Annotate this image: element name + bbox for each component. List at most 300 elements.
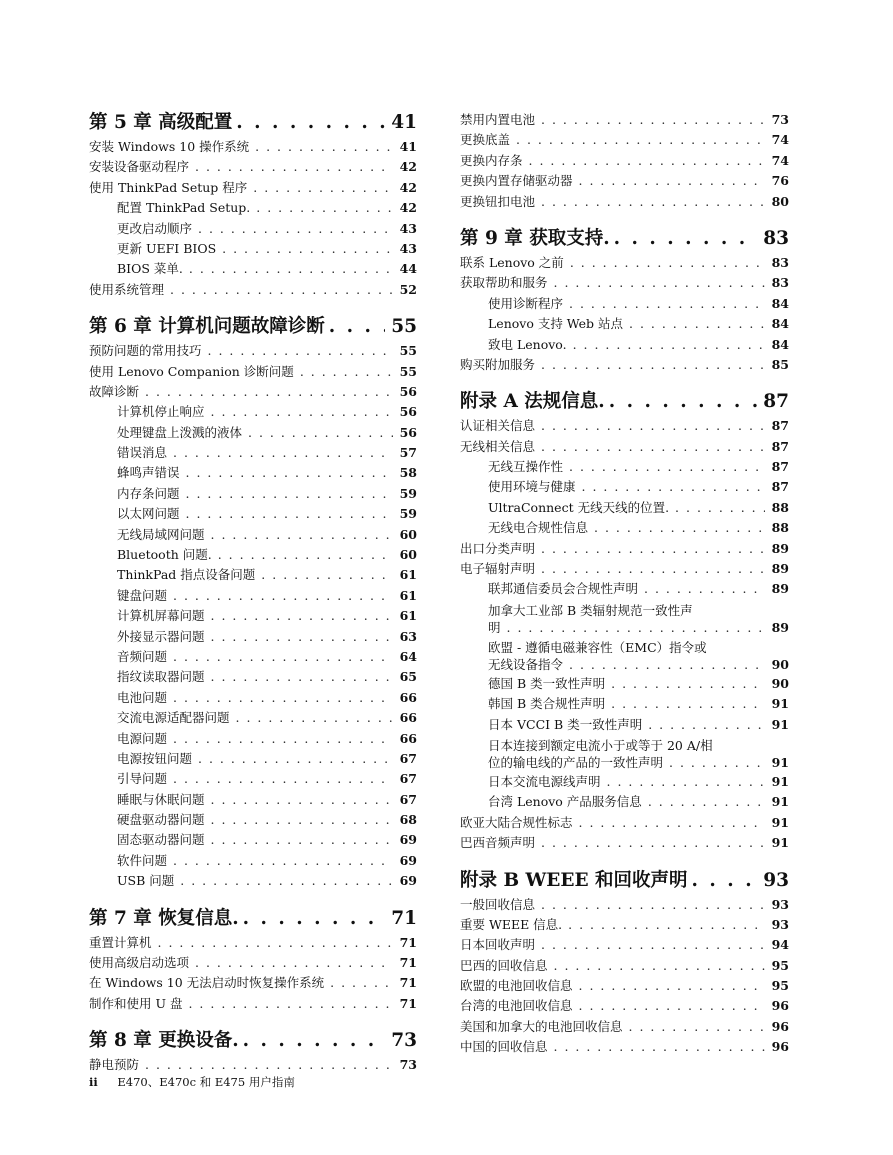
entry-page-number: 83 (771, 275, 789, 291)
entry-title: 以太网问题 (117, 506, 180, 522)
entry-page-number: 94 (771, 937, 789, 953)
toc-entry[interactable] (460, 792, 789, 812)
dot-leader (537, 110, 765, 130)
toc-entry[interactable] (460, 772, 789, 792)
toc-entry[interactable] (460, 457, 789, 477)
entry-title: 计算机停止响应 (117, 404, 205, 420)
entry-title: 无线互操作性 (488, 459, 564, 475)
toc-entry[interactable] (89, 831, 417, 851)
entry-page-number: 60 (399, 526, 417, 542)
entry-title: 致电 Lenovo. (488, 336, 567, 352)
dot-leader (665, 754, 765, 771)
dot-leader (244, 423, 393, 443)
entry-title: 安装 Windows 10 操作系统 (89, 138, 250, 154)
dot-leader (214, 545, 393, 565)
toc-left-column (89, 110, 417, 1076)
entry-page-number: 91 (771, 696, 789, 712)
dot-leader (644, 715, 765, 735)
toc-entry[interactable] (460, 477, 789, 497)
toc-entry[interactable] (89, 545, 417, 565)
entry-page-number: 87 (771, 459, 789, 475)
entry-title: 使用环境与健康 (488, 479, 576, 495)
dot-leader (169, 443, 393, 463)
entry-title: 中国的回收信息 (460, 1039, 548, 1055)
entry-page-number: 56 (399, 424, 417, 440)
toc-entry[interactable] (460, 1017, 789, 1037)
toc-entry[interactable] (460, 314, 789, 334)
entry-page-number: 66 (399, 689, 417, 705)
dot-leader (640, 579, 765, 599)
dot-leader (550, 1037, 765, 1057)
toc-entry[interactable] (89, 341, 417, 361)
entry-title: 交流电源适配器问题 (117, 710, 230, 726)
entry-page-number: 67 (399, 791, 417, 807)
entry-title-line2: 明 (488, 619, 501, 635)
entry-title: 预防问题的常用技巧 (89, 343, 202, 359)
entry-page-number: 71 (399, 934, 417, 950)
entry-page-number: 89 (771, 581, 789, 597)
entry-title: ThinkPad 指点设备问题 (117, 567, 256, 583)
dot-leader (607, 674, 765, 694)
toc-entry[interactable] (89, 606, 417, 626)
footer-title: E470、E470c 和 E475 用户指南 (117, 1075, 295, 1089)
dot-leader (607, 694, 765, 714)
entry-title: 更换内置存储驱动器 (460, 173, 573, 189)
entry-title: 欧盟的电池回收信息 (460, 978, 573, 994)
dot-leader (537, 833, 765, 853)
toc-entry[interactable] (89, 708, 417, 728)
toc-entry[interactable] (89, 280, 417, 300)
dot-leader (169, 647, 393, 667)
dot-leader (603, 772, 765, 792)
toc-entry[interactable] (460, 813, 789, 833)
toc-entry[interactable] (89, 647, 417, 667)
dot-leader (218, 239, 393, 259)
entry-title-line1: 加拿大工业部 B 类辐射规范一致性声 (488, 602, 693, 618)
entry-page-number: 42 (399, 200, 417, 216)
entry-page-number: 84 (771, 295, 789, 311)
entry-page-number: 71 (399, 975, 417, 991)
entry-page-number: 91 (771, 835, 789, 851)
toc-entry[interactable] (89, 749, 417, 769)
dot-leader (550, 273, 765, 293)
dot-leader (537, 895, 765, 915)
entry-title: 内存条问题 (117, 485, 180, 501)
entry-title: Lenovo 支持 Web 站点 (488, 316, 624, 332)
toc-entry[interactable] (89, 463, 417, 483)
toc-entry[interactable] (89, 933, 417, 953)
dot-leader (207, 525, 393, 545)
dot-leader (671, 498, 765, 518)
toc-entry[interactable] (89, 769, 417, 789)
entry-title: 安装设备驱动程序 (89, 159, 190, 175)
toc-entry[interactable] (460, 294, 789, 314)
dot-leader (249, 178, 393, 198)
entry-page-number: 87 (771, 479, 789, 495)
chapter-page-number: 73 (391, 1030, 417, 1052)
dot-leader (296, 362, 393, 382)
entry-title: 巴西音频声明 (460, 835, 536, 851)
dot-leader (565, 457, 765, 477)
dot-leader (141, 1055, 393, 1075)
dot-leader (182, 504, 393, 524)
dot-leader (207, 667, 393, 687)
entry-title: 无线局域网问题 (117, 526, 205, 542)
entry-page-number: 73 (399, 1057, 417, 1073)
dot-leader (169, 769, 393, 789)
entry-page-number: 88 (771, 499, 789, 515)
dot-leader (204, 341, 393, 361)
chapter-title: 第 6 章 计算机问题故障诊断 (89, 316, 325, 338)
toc-entry[interactable] (460, 335, 789, 355)
entry-page-number: 43 (399, 220, 417, 236)
entry-title: 配置 ThinkPad Setup. (117, 200, 251, 216)
entry-page-number: 64 (399, 648, 417, 664)
toc-entry[interactable] (460, 539, 789, 559)
entry-page-number: 87 (771, 438, 789, 454)
toc-entry[interactable] (89, 259, 417, 279)
entry-title: 故障诊断 (89, 383, 140, 399)
entry-title: 台湾 Lenovo 产品服务信息 (488, 794, 642, 810)
entry-page-number: 55 (399, 363, 417, 379)
dot-leader (326, 973, 393, 993)
entry-page-number: 95 (771, 978, 789, 994)
toc-entry[interactable] (460, 192, 789, 212)
entry-page-number: 66 (399, 730, 417, 746)
entry-title: 软件问题 (117, 852, 168, 868)
toc-chapter-heading[interactable] (460, 226, 789, 252)
toc-entry[interactable] (460, 600, 789, 637)
entry-title: 重置计算机 (89, 934, 152, 950)
entry-title: 巴西的回收信息 (460, 957, 548, 973)
dot-leader (239, 1028, 386, 1054)
entry-title: 更新 UEFI BIOS (117, 240, 217, 256)
dot-leader (252, 198, 393, 218)
entry-title: 购买附加服务 (460, 356, 536, 372)
entry-page-number: 95 (771, 957, 789, 973)
entry-page-number: 68 (399, 812, 417, 828)
toc-entry[interactable] (89, 178, 417, 198)
entry-page-number: 84 (771, 316, 789, 332)
entry-page-number: 60 (399, 547, 417, 563)
dot-leader (575, 813, 765, 833)
dot-leader (565, 294, 765, 314)
dot-leader (169, 851, 393, 871)
dot-leader (625, 1017, 765, 1037)
dot-leader (512, 130, 765, 150)
toc-entry[interactable] (89, 565, 417, 585)
dot-leader (166, 280, 393, 300)
entry-title: 电源按钮问题 (117, 750, 193, 766)
entry-page-number: 55 (399, 343, 417, 359)
toc-entry[interactable] (89, 157, 417, 177)
entry-page-number: 91 (771, 773, 789, 789)
toc-entry[interactable] (460, 637, 789, 674)
toc-entry[interactable] (460, 915, 789, 935)
dot-leader (207, 627, 393, 647)
toc-entry[interactable] (460, 579, 789, 599)
toc-entry[interactable] (460, 416, 789, 436)
dot-leader (550, 956, 765, 976)
toc-entry[interactable] (460, 935, 789, 955)
entry-title: 更换底盖 (460, 132, 511, 148)
entry-title: 使用 Lenovo Companion 诊断问题 (89, 363, 294, 379)
toc-entry[interactable] (89, 504, 417, 524)
dot-leader (169, 688, 393, 708)
entry-title: 硬盘驱动器问题 (117, 812, 205, 828)
toc-chapter-heading[interactable] (89, 314, 417, 340)
toc-entry[interactable] (460, 110, 789, 130)
entry-title: Bluetooth 问题. (117, 547, 212, 563)
entry-page-number: 56 (399, 404, 417, 420)
toc-entry[interactable] (460, 151, 789, 171)
entry-page-number: 74 (771, 132, 789, 148)
entry-page-number: 90 (771, 675, 789, 691)
toc-entry[interactable] (460, 1037, 789, 1057)
entry-title-line2: 位的输电线的产品的一致性声明 (488, 754, 664, 770)
dot-leader (207, 402, 393, 422)
entry-title: 更改启动顺序 (117, 220, 193, 236)
toc-entry[interactable] (89, 688, 417, 708)
toc-entry[interactable] (89, 790, 417, 810)
toc-entry[interactable] (89, 198, 417, 218)
dot-leader (537, 192, 765, 212)
entry-title: 使用系统管理 (89, 281, 165, 297)
dot-leader (191, 953, 393, 973)
entry-page-number: 56 (399, 383, 417, 399)
toc-right-column (460, 110, 789, 1058)
entry-title: 无线相关信息 (460, 438, 536, 454)
entry-title: 使用 ThinkPad Setup 程序 (89, 179, 248, 195)
entry-title: 外接显示器问题 (117, 628, 205, 644)
toc-entry[interactable] (89, 586, 417, 606)
toc-entry[interactable] (460, 498, 789, 518)
dot-leader (169, 586, 393, 606)
dot-leader (251, 137, 393, 157)
entry-title: 固态驱动器问题 (117, 832, 205, 848)
entry-title: 无线电合规性信息 (488, 520, 589, 536)
chapter-page-number: 87 (763, 391, 789, 413)
entry-page-number: 91 (771, 754, 789, 770)
entry-title: 日本回收声明 (460, 937, 536, 953)
toc-chapter-heading[interactable] (89, 1028, 417, 1054)
chapter-page-number: 55 (391, 316, 417, 338)
entry-title: 蜂鸣声错误 (117, 465, 180, 481)
entry-page-number: 59 (399, 506, 417, 522)
dot-leader (154, 933, 393, 953)
entry-page-number: 59 (399, 485, 417, 501)
dot-leader (503, 619, 765, 636)
entry-page-number: 91 (771, 794, 789, 810)
toc-entry[interactable] (89, 851, 417, 871)
toc-entry[interactable] (89, 219, 417, 239)
dot-leader (191, 157, 393, 177)
dot-leader (605, 389, 758, 415)
toc-entry[interactable] (460, 559, 789, 579)
dot-leader (610, 226, 758, 252)
toc-entry[interactable] (460, 976, 789, 996)
entry-page-number: 88 (771, 520, 789, 536)
dot-leader (207, 810, 393, 830)
entry-title: 德国 B 类一致性声明 (488, 675, 606, 691)
toc-chapter-heading[interactable] (460, 389, 789, 415)
chapter-page-number: 71 (391, 907, 417, 929)
dot-leader (578, 477, 765, 497)
entry-title: 一般回收信息 (460, 896, 536, 912)
dot-leader (207, 830, 393, 850)
toc-entry[interactable] (460, 253, 789, 273)
entry-title: 认证相关信息 (460, 418, 536, 434)
entry-page-number: 83 (771, 254, 789, 270)
toc-entry[interactable] (89, 667, 417, 687)
entry-page-number: 69 (399, 852, 417, 868)
entry-title: 睡眠与休眠问题 (117, 791, 205, 807)
toc-entry[interactable] (460, 171, 789, 191)
chapter-title: 第 5 章 高级配置 (89, 112, 233, 133)
entry-page-number: 93 (771, 896, 789, 912)
toc-chapter-heading[interactable] (460, 868, 789, 894)
entry-title: 更换内存条 (460, 152, 523, 168)
toc-entry[interactable] (460, 437, 789, 457)
dot-leader (232, 708, 393, 728)
dot-leader (169, 729, 393, 749)
toc-entry[interactable] (89, 402, 417, 422)
entry-page-number: 84 (771, 336, 789, 352)
entry-page-number: 80 (771, 193, 789, 209)
footer-page-number: ii (89, 1075, 98, 1089)
toc-entry[interactable] (460, 694, 789, 714)
dot-leader (590, 518, 765, 538)
toc-chapter-heading[interactable] (89, 110, 417, 136)
dot-leader (194, 219, 393, 239)
entry-title: 键盘问题 (117, 587, 168, 603)
chapter-page-number: 41 (391, 112, 417, 133)
dot-leader (239, 906, 386, 932)
entry-title: 美国和加拿大的电池回收信息 (460, 1018, 623, 1034)
dot-leader (184, 994, 393, 1014)
toc-entry[interactable] (89, 239, 417, 259)
entry-title: USB 问题 (117, 873, 175, 889)
chapter-title: 附录 B WEEE 和回收声明 (460, 869, 688, 891)
entry-title: 禁用内置电池 (460, 111, 536, 127)
entry-title: 使用诊断程序 (488, 295, 564, 311)
toc-entry[interactable] (89, 953, 417, 973)
dot-leader (185, 259, 393, 279)
toc-entry[interactable] (460, 833, 789, 853)
toc-entry[interactable] (460, 273, 789, 293)
entry-title: 引导问题 (117, 771, 168, 787)
toc-entry[interactable] (460, 518, 789, 538)
toc-entry[interactable] (89, 484, 417, 504)
toc-entry[interactable] (89, 973, 417, 993)
entry-title: 韩国 B 类合规性声明 (488, 696, 606, 712)
entry-page-number: 43 (399, 240, 417, 256)
toc-entry[interactable] (89, 729, 417, 749)
toc-entry[interactable] (89, 525, 417, 545)
dot-leader (207, 790, 393, 810)
dot-leader (176, 871, 393, 891)
toc-entry[interactable] (89, 810, 417, 830)
entry-title: 更换钮扣电池 (460, 193, 536, 209)
toc-entry[interactable] (460, 674, 789, 694)
entry-page-number: 58 (399, 465, 417, 481)
entry-title: 电池问题 (117, 689, 168, 705)
entry-page-number: 61 (399, 608, 417, 624)
entry-title: 静电预防 (89, 1057, 140, 1073)
dot-leader (564, 915, 765, 935)
toc-entry[interactable] (460, 956, 789, 976)
dot-leader (537, 935, 765, 955)
toc-entry[interactable] (89, 382, 417, 402)
toc-entry[interactable] (460, 130, 789, 150)
entry-title: 台湾的电池回收信息 (460, 998, 573, 1014)
dot-leader (565, 656, 765, 673)
entry-page-number: 52 (399, 281, 417, 297)
dot-leader (537, 437, 765, 457)
entry-title: 日本交流电源线声明 (488, 773, 601, 789)
dot-leader (182, 463, 393, 483)
entry-page-number: 57 (399, 445, 417, 461)
toc-entry[interactable] (89, 994, 417, 1014)
toc-entry[interactable] (89, 871, 417, 891)
toc-entry[interactable] (460, 715, 789, 735)
toc-entry[interactable] (460, 355, 789, 375)
dot-leader (232, 110, 385, 136)
entry-page-number: 93 (771, 916, 789, 932)
entry-page-number: 61 (399, 587, 417, 603)
entry-title: BIOS 菜单. (117, 261, 183, 277)
dot-leader (537, 539, 765, 559)
toc-entry[interactable] (460, 735, 789, 772)
entry-title: 联系 Lenovo 之前 (460, 254, 564, 270)
entry-title: 电源问题 (117, 730, 168, 746)
entry-page-number: 71 (399, 995, 417, 1011)
entry-page-number: 67 (399, 771, 417, 787)
dot-leader (569, 335, 765, 355)
entry-page-number: 96 (771, 1018, 789, 1034)
dot-leader (575, 976, 765, 996)
dot-leader (575, 996, 765, 1016)
dot-leader (325, 314, 386, 340)
entry-page-number: 89 (771, 561, 789, 577)
entry-title: 指纹读取器问题 (117, 669, 205, 685)
entry-page-number: 67 (399, 750, 417, 766)
entry-page-number: 96 (771, 1039, 789, 1055)
entry-title: UltraConnect 无线天线的位置. (488, 499, 670, 515)
toc-entry[interactable] (89, 443, 417, 463)
toc-entry[interactable] (89, 1055, 417, 1075)
toc-entry[interactable] (89, 137, 417, 157)
entry-title: 重要 WEEE 信息. (460, 916, 563, 932)
entry-page-number: 85 (771, 356, 789, 372)
entry-page-number: 42 (399, 179, 417, 195)
entry-title-line2: 无线设备指令 (488, 656, 564, 672)
entry-page-number: 66 (399, 710, 417, 726)
toc-entry[interactable] (89, 627, 417, 647)
dot-leader (625, 314, 765, 334)
toc-entry[interactable] (460, 895, 789, 915)
dot-leader (182, 484, 393, 504)
toc-entry[interactable] (460, 997, 789, 1017)
toc-entry[interactable] (89, 362, 417, 382)
chapter-title: 第 7 章 恢复信息. (89, 907, 239, 929)
entry-page-number: 63 (399, 628, 417, 644)
toc-chapter-heading[interactable] (89, 906, 417, 932)
entry-title: 出口分类声明 (460, 540, 536, 556)
entry-page-number: 69 (399, 832, 417, 848)
toc-entry[interactable] (89, 423, 417, 443)
dot-leader (537, 416, 765, 436)
